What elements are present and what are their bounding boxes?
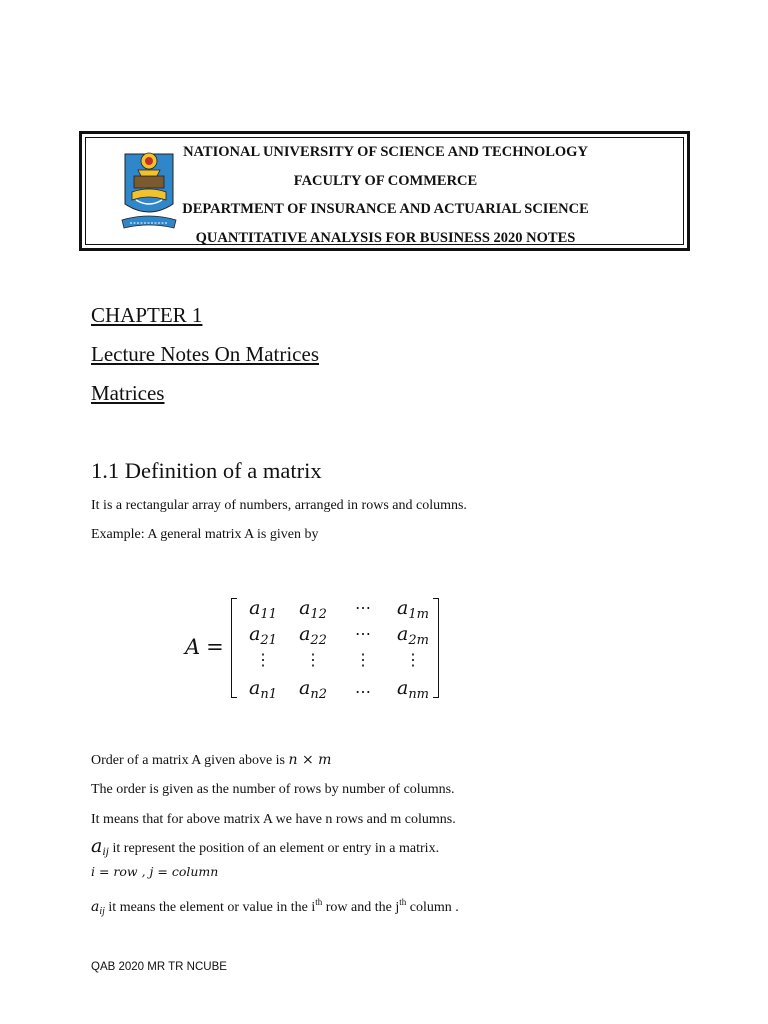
general-matrix: [185, 593, 445, 703]
matrix-entry: …: [355, 678, 371, 697]
element-text-3: column .: [406, 900, 459, 915]
matrix-entry: $a_{12}$: [299, 597, 327, 622]
row-column-definition: i = row , j = column: [91, 864, 219, 879]
matrix-entry: ⋮: [305, 650, 321, 669]
matrix-entry: $a_{nm}$: [396, 677, 430, 702]
header-title-block: [178, 141, 593, 256]
matrix-label: [185, 635, 224, 659]
header-line-department: DEPARTMENT OF INSURANCE AND ACTUARIAL SCIENCE: [182, 201, 589, 218]
matrix-entry: $a_{2m}$: [397, 623, 429, 648]
aij-text: it represent the position of an element or entry in a matrix.: [109, 841, 440, 856]
lecture-title: Lecture Notes On Matrices: [91, 342, 319, 366]
topic-title: Matrices: [91, 381, 165, 405]
element-paragraph: [91, 893, 459, 921]
matrix-entry: $a_{1m}$: [397, 597, 429, 622]
element-symbol: a: [91, 899, 100, 915]
document-header: [79, 131, 690, 251]
element-subscript: ij: [99, 906, 105, 917]
order-math: n × m: [288, 752, 332, 768]
matrix-entry: ⋯: [355, 624, 371, 643]
section-heading: 1.1 Definition of a matrix: [91, 458, 322, 483]
matrix-name: A: [185, 635, 201, 659]
page-footer: QAB 2020 MR TR NCUBE: [91, 961, 227, 973]
rows-columns-paragraph: It means that for above matrix A we have n rows and m columns.: [91, 812, 456, 827]
example-paragraph: Example: A general matrix A is given by: [91, 527, 319, 542]
matrix-entry: ⋮: [255, 650, 271, 669]
definition-paragraph: It is a rectangular array of numbers, arranged in rows and columns.: [91, 498, 467, 513]
header-line-faculty: FACULTY OF COMMERCE: [293, 172, 478, 189]
chapter-title: CHAPTER 1: [91, 303, 203, 327]
element-text-1: it means the element or value in the i: [104, 900, 316, 915]
matrix-entry: $a_{21}$: [249, 623, 277, 648]
order-description: The order is given as the number of rows by number of columns.: [91, 782, 455, 797]
matrix-entry: ⋮: [355, 650, 371, 669]
aij-symbol: a: [91, 835, 103, 857]
matrix-entry: $a_{22}$: [299, 623, 327, 648]
matrix-equals: =: [206, 635, 224, 659]
order-text: Order of a matrix A given above is: [91, 753, 289, 768]
matrix-entry: $a_{n2}$: [299, 677, 327, 702]
order-paragraph: [91, 751, 331, 770]
matrix-entry: $a_{11}$: [249, 597, 277, 622]
element-superscript-2: th: [399, 897, 407, 907]
matrix-entry: $a_{n1}$: [249, 677, 277, 702]
element-superscript-1: th: [315, 897, 323, 907]
matrix-entry: ⋮: [405, 650, 421, 669]
element-text-2: row and the j: [322, 900, 400, 915]
header-inner-border: [85, 137, 684, 245]
matrix-entry: ⋯: [355, 598, 371, 617]
university-crest-icon: [120, 146, 178, 236]
aij-paragraph: [91, 837, 439, 860]
aij-subscript: ij: [102, 844, 109, 858]
header-line-university: NATIONAL UNIVERSITY OF SCIENCE AND TECHNOLOGY: [183, 144, 588, 160]
header-line-course: QUANTITATIVE ANALYSIS FOR BUSINESS 2020 NOTES: [195, 230, 576, 247]
